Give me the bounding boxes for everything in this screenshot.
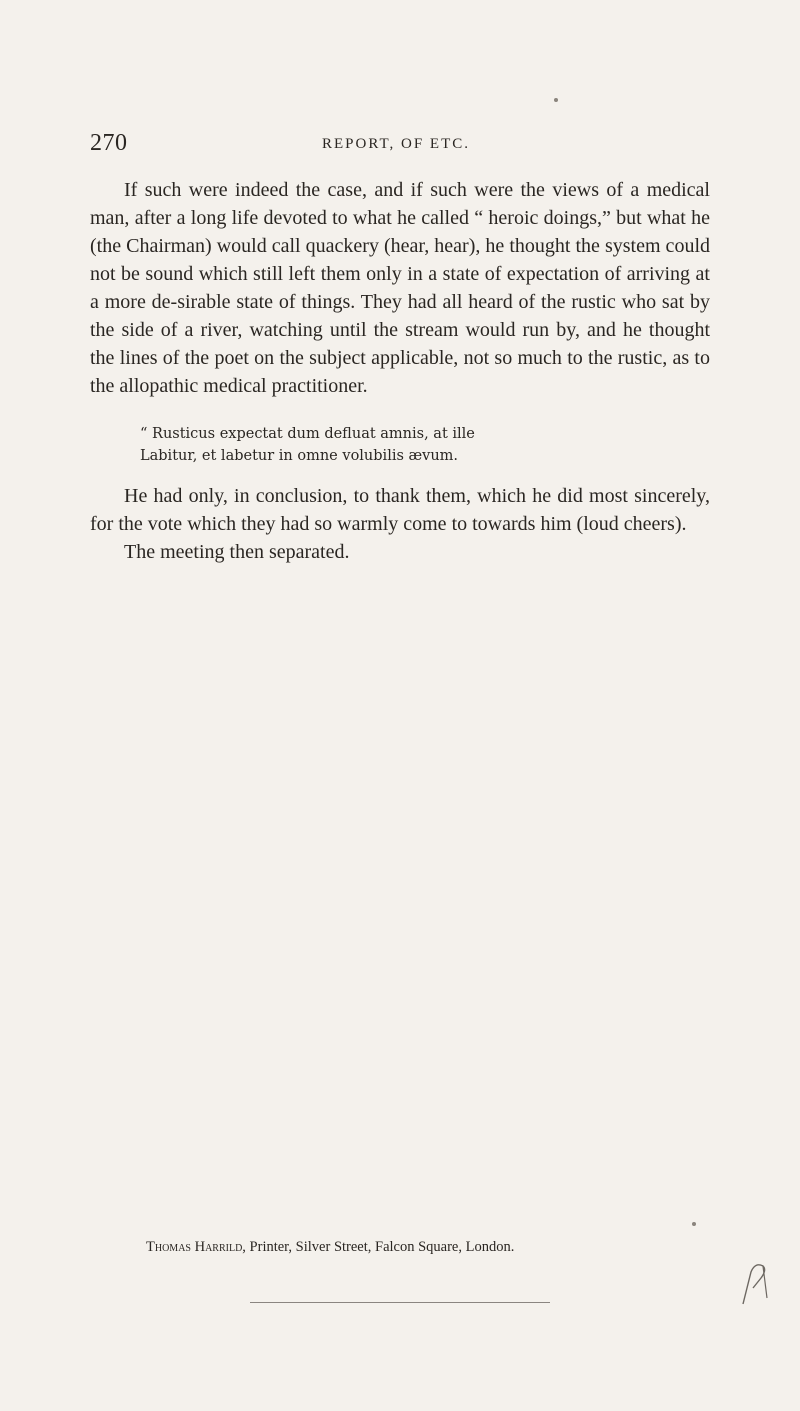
- quote-line-1: “ Rusticus expectat dum defluat amnis, at ille: [140, 426, 475, 442]
- printer-name: Thomas Harrild,: [146, 1239, 246, 1255]
- ink-speck: [554, 98, 558, 102]
- paragraph-1: If such were indeed the case, and if such were the views of a medical man, after a long life devoted to what he called “ heroic doings,” but what he (the Chairman) would call quackery (hear, hear), he thought the system could not be sound which still left them only in a state of expectation of arriving at a more de-sirable state of things. They had all heard of the rustic who sat by the side of a river, watching until the stream would run by, and he thought the lines of the poet on the subject applicable, not so much to the rustic, as to the allopathic medical practitioner.: [90, 179, 710, 397]
- page-number: 270: [90, 130, 128, 156]
- quote-line-2: Labitur, et labetur in omne volubilis ævum.: [140, 448, 459, 464]
- running-head: [90, 130, 710, 160]
- printer-imprint: [146, 1239, 706, 1256]
- imprint-rule: [250, 1302, 550, 1303]
- latin-quotation: [140, 423, 700, 467]
- paragraph-3: The meeting then separated.: [124, 541, 350, 563]
- printer-address: Printer, Silver Street, Falcon Square, London.: [249, 1239, 515, 1255]
- main-text: [90, 176, 710, 400]
- closing-text: [90, 482, 710, 566]
- ink-speck: [692, 1222, 696, 1226]
- running-title: REPORT, OF ETC.: [322, 136, 471, 152]
- paragraph-2: He had only, in conclusion, to thank them, which he did most sincerely, for the vote which they had so warmly come to towards him (loud cheers).: [90, 485, 710, 535]
- pencil-mark-icon: [737, 1258, 777, 1308]
